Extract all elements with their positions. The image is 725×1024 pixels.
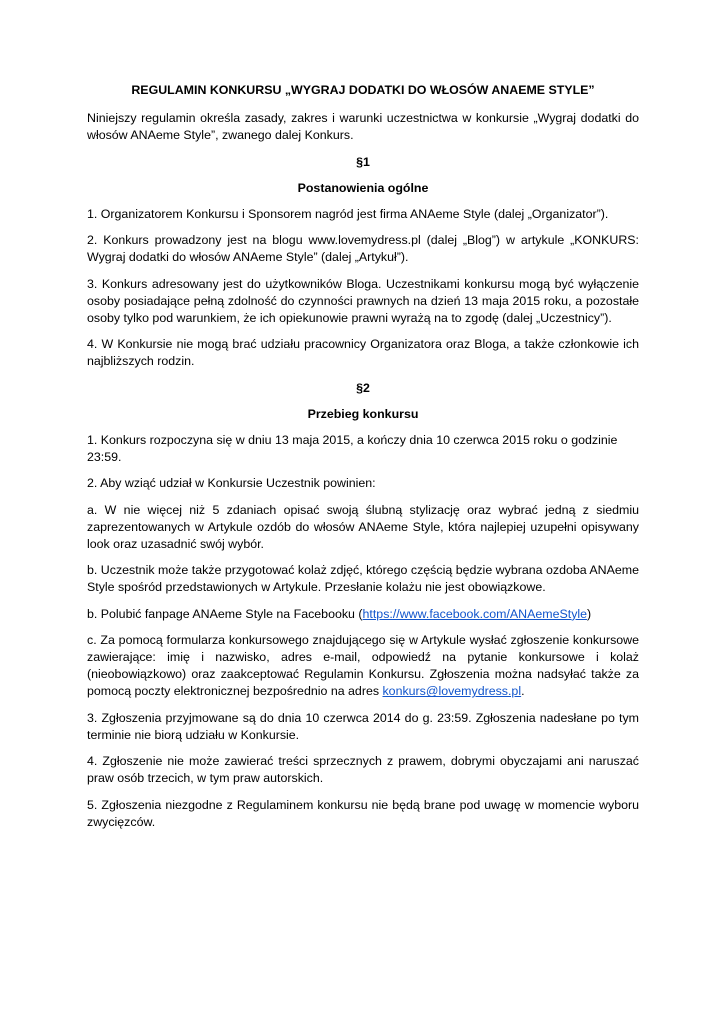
section-2-heading: Przebieg konkursu xyxy=(307,406,419,421)
point-c-end: . xyxy=(521,684,525,699)
section-2-point-2: 2. Aby wziąć udział w Konkursie Uczestnik powinien: xyxy=(87,476,376,491)
intro-paragraph: Niniejszy regulamin określa zasady, zakres i warunki uczestnictwa w konkursie „Wygraj dodatki do włosów ANAeme Style”, zwanego dalej Konkurs. xyxy=(87,111,639,143)
facebook-link[interactable]: https://www.facebook.com/ANAemeStyle xyxy=(362,606,588,621)
facebook-text-end: ) xyxy=(587,606,592,621)
section-2-point-1: 1. Konkurs rozpoczyna się w dniu 13 maja 2015, a kończy dnia 10 czerwca 2015 roku o godzinie 23:59. xyxy=(87,433,618,465)
section-1-point-1: 1. Organizatorem Konkursu i Sponsorem nagród jest firma ANAeme Style (dalej „Organizator”). xyxy=(87,207,609,222)
section-2-point-3: 3. Zgłoszenia przyjmowane są do dnia 10 czerwca 2014 do g. 23:59. Zgłoszenia nadesłane po tym terminie nie biorą udziału w Konkursie. xyxy=(87,710,639,742)
document-title: REGULAMIN KONKURSU „WYGRAJ DODATKI DO WŁOSÓW ANAEME STYLE” xyxy=(131,83,595,97)
section-2-point-c xyxy=(87,632,639,701)
point-c-text: c. Za pomocą formularza konkursowego znajdującego się w Artykule wysłać zgłoszenie konkursowe zawierające: imię i nazwisko, adres e-mail, odpowiedź na pytanie konkursowe i kolaż (nieobowiązkowo) oraz zaakceptować Regulamin Konkursu. Zgłoszenia można nadsyłać także za pomocą poczty elektronicznej bezpośrednio na adres xyxy=(87,632,639,699)
section-1-number: §1 xyxy=(356,154,370,169)
section-2-point-b-facebook xyxy=(87,606,639,623)
section-2-point-5: 5. Zgłoszenia niezgodne z Regulaminem konkursu nie będą brane pod uwagę w momencie wyboru zwycięzców. xyxy=(87,797,639,829)
section-1-heading: Postanowienia ogólne xyxy=(297,180,429,195)
section-1-point-3: 3. Konkurs adresowany jest do użytkowników Bloga. Uczestnikami konkursu mogą być wyłączenie osoby posiadające pełną zdolność do czynności prawnych na dzień 13 maja 2015 roku, a pozostałe osoby tylko pod warunkiem, że ich opiekunowie prawni wyrażą na to zgodę (dalej „Uczestnicy”). xyxy=(87,276,639,326)
section-2-point-a: a. W nie więcej niż 5 zdaniach opisać swoją ślubną stylizację oraz wybrać jedną z siedmiu zaprezentowanych w Artykule ozdób do włosów ANAeme Style, która najlepiej uzupełni opisywany look oraz uzasadnić swój wybór. xyxy=(87,502,639,552)
facebook-text: b. Polubić fanpage ANAeme Style na Facebooku ( xyxy=(87,606,363,621)
email-link[interactable]: konkurs@lovemydress.pl xyxy=(382,684,522,699)
section-2-point-b: b. Uczestnik może także przygotować kolaż zdjęć, którego częścią będzie wybrana ozdoba ANAeme Style spośród przedstawionych w Artykule. Przesłanie kolażu nie jest obowiązkowe. xyxy=(87,563,639,595)
document-page xyxy=(87,82,639,840)
section-1-point-4: 4. W Konkursie nie mogą brać udziału pracownicy Organizatora oraz Bloga, a także członkowie ich najbliższych rodzin. xyxy=(87,337,639,369)
section-2-point-4: 4. Zgłoszenie nie może zawierać treści sprzecznych z prawem, dobrymi obyczajami ani naruszać praw osób trzecich, w tym praw autorskich. xyxy=(87,754,639,786)
section-2-number: §2 xyxy=(356,380,370,395)
section-1-point-2: 2. Konkurs prowadzony jest na blogu www.lovemydress.pl (dalej „Blog”) w artykule „KONKURS: Wygraj dodatki do włosów ANAeme Style” (dalej „Artykuł”). xyxy=(87,233,639,265)
